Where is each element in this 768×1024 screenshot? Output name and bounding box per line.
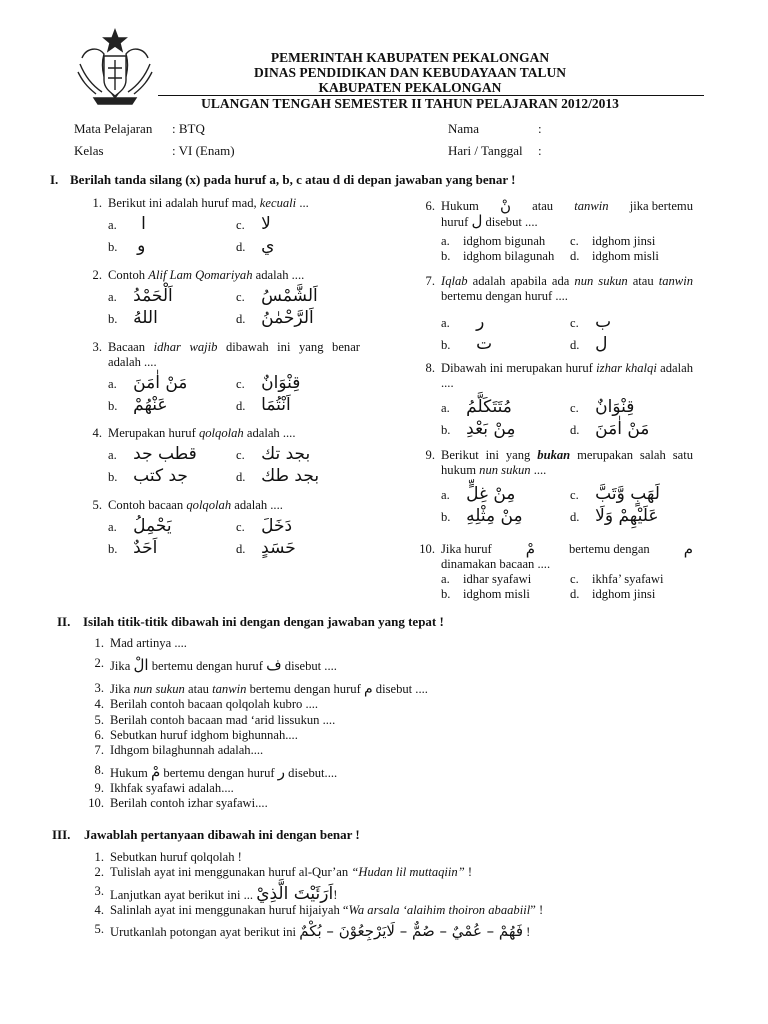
- item-number: 7.: [94, 743, 104, 757]
- header-line-1: PEMERINTAH KABUPATEN PEKALONGAN: [270, 50, 550, 65]
- essay-item-1: [94, 850, 242, 865]
- question-text: Berikut ini yang: [441, 448, 538, 462]
- arabic-text: مَنْ اٰمَنَ: [595, 419, 650, 439]
- item-text: !: [526, 925, 531, 939]
- option-6b[interactable]: b. idghom bilagunah: [441, 249, 555, 263]
- option-10d[interactable]: d. idghom jinsi: [570, 587, 656, 601]
- question-emphasis: tanwin: [658, 274, 694, 288]
- option-3b[interactable]: b. عَنْهُمْ: [108, 395, 168, 415]
- regional-emblem-icon: [74, 28, 156, 106]
- question-emphasis: bukan: [537, 448, 571, 462]
- question-number: 1.: [92, 196, 102, 210]
- question-10: [419, 540, 693, 572]
- essay-item-4: [94, 903, 544, 918]
- arabic-text: بجد طك: [261, 466, 320, 486]
- item-text: disebut ....: [284, 659, 337, 673]
- question-text: atau: [532, 199, 554, 213]
- option-8d[interactable]: d. مَنْ اٰمَنَ: [570, 419, 650, 439]
- question-emphasis: tanwin: [574, 199, 609, 213]
- essay-item-2: [94, 865, 473, 880]
- item-number: 2.: [94, 656, 104, 670]
- option-5a[interactable]: a. يَحْمِلُ: [108, 516, 172, 536]
- option-8a[interactable]: a. مُتَتَكَلَّمُ: [441, 397, 512, 417]
- question-2: [92, 268, 378, 283]
- option-7b[interactable]: b. ت: [441, 334, 493, 354]
- item-number: 8.: [94, 763, 104, 777]
- section-2-number: II.: [57, 614, 71, 629]
- question-text: dinamakan bacaan ....: [441, 557, 551, 571]
- question-emphasis: nun sukun: [479, 463, 531, 477]
- item-number: 1.: [94, 636, 104, 650]
- arabic-text: مَنْ اٰمَنَ: [133, 373, 188, 393]
- question-text: ....: [530, 463, 547, 477]
- option-2c[interactable]: c. اَلشَّمْسُ: [236, 286, 318, 306]
- item-text: Idhgom bilaghunnah adalah....: [110, 743, 264, 757]
- option-9d[interactable]: d. عَلَيْهِمْ وَلَا: [570, 506, 659, 526]
- question-emphasis: nun sukun: [574, 274, 628, 288]
- arabic-text: مْ: [150, 763, 161, 781]
- option-1a[interactable]: a. ا: [108, 214, 146, 234]
- option-4a[interactable]: a. قطب جد: [108, 444, 197, 464]
- header-line-2: DINAS PENDIDIKAN DAN KEBUDAYAAN TALUN: [253, 65, 567, 80]
- arabic-text: م: [683, 540, 693, 558]
- item-number: 6.: [94, 728, 104, 742]
- option-4c[interactable]: c. بجد تك: [236, 444, 311, 464]
- arabic-text: ر: [476, 312, 485, 332]
- date-label: Hari / Tanggal: [448, 143, 523, 158]
- item-number: 5.: [94, 713, 104, 727]
- question-text: atau: [627, 274, 659, 288]
- item-number: 4.: [94, 903, 104, 917]
- section-3-heading: [52, 827, 672, 843]
- item-text: Salinlah ayat ini menggunakan huruf hijaiyah “: [110, 903, 349, 917]
- option-6d[interactable]: d. idghom misli: [570, 249, 659, 263]
- option-3d[interactable]: d. اَنْتُمَا: [236, 395, 291, 415]
- arabic-text: فَهُمْ – عُمْيٌ – صُمٌّ – لَايَرْجِعُوْنَ – بُكْمٌ: [299, 922, 523, 940]
- class-value: : VI (Enam): [172, 143, 235, 158]
- option-text: idghom misli: [592, 249, 659, 263]
- question-number: 2.: [92, 268, 102, 282]
- option-7a[interactable]: a. ر: [441, 312, 485, 332]
- option-1b[interactable]: b. و: [108, 236, 146, 256]
- question-emphasis: Iqlab: [441, 274, 468, 288]
- question-number: 3.: [92, 340, 102, 354]
- fill-item-4: [94, 697, 319, 712]
- item-text: ” !: [530, 903, 544, 917]
- name-field[interactable]: :: [538, 121, 542, 136]
- question-text: Jika huruf: [441, 542, 492, 556]
- exam-title: ULANGAN TENGAH SEMESTER II TAHUN PELAJARAN 2012/2013: [201, 96, 619, 111]
- question-text: dibawah ini yang benar adalah ....: [108, 340, 360, 369]
- fill-item-9: [94, 781, 234, 796]
- question-9: [425, 448, 693, 478]
- arabic-text: م: [363, 681, 373, 697]
- question-6: [425, 197, 693, 230]
- item-text: Sebutkan huruf idghom bighunnah....: [110, 728, 298, 742]
- arabic-text: مُتَتَكَلَّمُ: [466, 397, 512, 417]
- item-text: Ikhfak syafawi adalah....: [110, 781, 234, 795]
- item-text: !: [464, 865, 473, 879]
- option-3c[interactable]: c. قِنْوَانٌ: [236, 373, 301, 393]
- option-2b[interactable]: b. اللهُ: [108, 308, 158, 328]
- arabic-text: ر: [277, 763, 286, 781]
- arabic-text: الْ: [133, 656, 149, 674]
- question-number: 8.: [425, 361, 435, 375]
- question-emphasis: Alif Lam Qomariyah: [148, 268, 253, 282]
- arabic-text: قطب جد: [133, 444, 197, 464]
- section-3-instruction: Jawablah pertanyaan dibawah ini dengan benar !: [84, 827, 360, 842]
- option-2a[interactable]: a. اَلْحَمْدُ: [108, 286, 173, 306]
- arabic-text: مِنْ مِثْلِهِ: [466, 506, 523, 526]
- item-text: Lanjutkan ayat berikut ini ...: [110, 888, 254, 902]
- item-text: atau: [184, 682, 213, 696]
- question-emphasis: idhar wajib: [153, 340, 218, 354]
- arabic-text: جد كتب: [133, 466, 188, 486]
- arabic-text: ت: [476, 334, 493, 354]
- option-text: idghom bigunah: [463, 234, 546, 248]
- option-text: idghom misli: [463, 587, 530, 601]
- arabic-text: حَسَدٍ: [261, 538, 296, 558]
- question-emphasis: qolqolah: [186, 498, 232, 512]
- option-10b[interactable]: b. idghom misli: [441, 587, 530, 601]
- item-text: bertemu dengan huruf: [163, 766, 275, 780]
- option-text: idghom jinsi: [592, 234, 656, 248]
- option-4d[interactable]: d. بجد طك: [236, 466, 320, 486]
- question-emphasis: izhar khalqi: [596, 361, 657, 375]
- question-8: [425, 361, 693, 391]
- item-number: 4.: [94, 697, 104, 711]
- class-label: Kelas: [74, 143, 104, 158]
- option-6c[interactable]: c. idghom jinsi: [570, 234, 656, 248]
- arabic-text: قِنْوَانٌ: [595, 397, 635, 417]
- item-text: Jika: [110, 659, 131, 673]
- header-line-3: KABUPATEN PEKALONGAN: [318, 80, 502, 95]
- arabic-text: مْ: [525, 540, 535, 558]
- question-text: adalah ....: [243, 426, 296, 440]
- item-number: 9.: [94, 781, 104, 795]
- option-10a[interactable]: a. idhar syafawi: [441, 572, 532, 586]
- option-9a[interactable]: a. مِنْ غِلٍّ: [441, 484, 516, 504]
- arabic-text: اَلشَّمْسُ: [261, 286, 318, 306]
- question-7: [425, 274, 694, 304]
- essay-item-5: [94, 922, 531, 940]
- item-text: bertemu dengan huruf: [246, 682, 361, 696]
- arabic-text: اَحَدٌ: [133, 538, 158, 558]
- question-number: 7.: [425, 274, 435, 288]
- arabic-text: و: [137, 236, 146, 256]
- item-text: Tulislah ayat ini menggunakan huruf al-Qur’an: [110, 865, 352, 879]
- question-text: Contoh bacaan: [108, 498, 187, 512]
- section-1-number: I.: [50, 172, 59, 187]
- fill-item-3: [94, 681, 428, 697]
- item-text: Berilah contoh izhar syafawi....: [110, 796, 268, 810]
- question-text: adalah ....: [441, 361, 693, 390]
- question-text: adalah ....: [252, 268, 305, 282]
- question-number: 9.: [425, 448, 435, 462]
- question-text: Merupakan huruf: [108, 426, 199, 440]
- item-text: Hukum: [110, 766, 148, 780]
- arabic-text: اَلرَّحْمٰنُ: [261, 308, 314, 328]
- arabic-text: يَحْمِلُ: [133, 516, 172, 536]
- question-text: adalah ....: [231, 498, 283, 512]
- question-number: 5.: [92, 498, 102, 512]
- option-3a[interactable]: a. مَنْ اٰمَنَ: [108, 373, 188, 393]
- item-text: Urutkanlah potongan ayat berikut ini: [110, 925, 297, 939]
- item-number: 10.: [88, 796, 104, 810]
- question-number: 4.: [92, 426, 102, 440]
- fill-item-1: [94, 636, 187, 651]
- option-7d[interactable]: d. ل: [570, 334, 608, 354]
- question-5: [92, 498, 378, 513]
- option-6a[interactable]: a. idghom bigunah: [441, 234, 546, 248]
- question-text: bertemu dengan huruf ....: [441, 289, 568, 303]
- item-text: Mad artinya ....: [110, 636, 187, 650]
- option-1c[interactable]: c. لا: [236, 214, 271, 234]
- question-text: adalah apabila ada: [467, 274, 575, 288]
- option-8c[interactable]: c. قِنْوَانٌ: [570, 397, 635, 417]
- item-number: 3.: [94, 884, 104, 898]
- question-number: 10.: [419, 542, 435, 556]
- name-label: Nama: [448, 121, 480, 136]
- option-5c[interactable]: c. دَخَلَ: [236, 516, 293, 536]
- arabic-text: اَنْتُمَا: [261, 395, 291, 415]
- arabic-text: ب: [595, 312, 612, 332]
- fill-item-5: [94, 713, 336, 728]
- item-text: Berilah contoh bacaan mad ‘arid lissukun ....: [110, 713, 336, 727]
- arabic-text: اَرَئَيْتَ الَّذِيْ: [256, 884, 334, 904]
- option-5b[interactable]: b. اَحَدٌ: [108, 538, 158, 558]
- subject-value: : BTQ: [172, 121, 205, 136]
- question-text: ...: [296, 196, 309, 210]
- question-text: merupakan salah satu hukum: [441, 448, 693, 477]
- fill-item-7: [94, 743, 264, 758]
- essay-item-3: [94, 884, 338, 904]
- arabic-text: مِنْ بَعْدِ: [466, 419, 516, 439]
- arabic-text: دَخَلَ: [261, 516, 293, 536]
- arabic-text: مِنْ غِلٍّ: [466, 484, 516, 504]
- arabic-text: ي: [261, 236, 275, 256]
- option-text: ikhfa’ syafawi: [592, 572, 664, 586]
- question-text: Hukum: [441, 199, 479, 213]
- fill-item-2: [94, 656, 337, 674]
- arabic-text: لَهَبٍ وَّتَبَّ: [595, 484, 660, 504]
- option-9b[interactable]: b. مِنْ مِثْلِهِ: [441, 506, 523, 526]
- arabic-text: لا: [261, 214, 271, 234]
- item-text: bertemu dengan huruf: [151, 659, 263, 673]
- question-emphasis: kecuali: [259, 196, 297, 210]
- option-text: idhar syafawi: [463, 572, 532, 586]
- item-emphasis: tanwin: [212, 682, 247, 696]
- arabic-text: ل: [471, 212, 483, 230]
- arabic-text: عَنْهُمْ: [133, 395, 168, 415]
- question-text: Berikut ini adalah huruf mad,: [108, 196, 260, 210]
- question-text: disebut ....: [485, 215, 538, 229]
- option-text: idghom jinsi: [592, 587, 656, 601]
- question-text: bertemu dengan: [568, 542, 650, 556]
- question-text: Dibawah ini merupakan huruf: [441, 361, 597, 375]
- date-field[interactable]: :: [538, 143, 542, 158]
- option-7c[interactable]: c. ب: [570, 312, 612, 332]
- question-4: [92, 426, 378, 441]
- subject-label: Mata Pelajaran: [74, 121, 153, 136]
- section-1-heading: [50, 172, 690, 188]
- option-9c[interactable]: c. لَهَبٍ وَّتَبَّ: [570, 484, 660, 504]
- section-2-instruction: Isilah titik-titik dibawah ini dengan dengan jawaban yang tepat !: [83, 614, 444, 629]
- item-emphasis: “Hudan lil muttaqiin”: [351, 865, 465, 879]
- item-emphasis: Wa arsala ‘alaihim thoiron abaabiil: [348, 903, 531, 917]
- question-text: Contoh: [108, 268, 149, 282]
- item-number: 2.: [94, 865, 104, 879]
- question-text: huruf: [441, 215, 469, 229]
- option-5d[interactable]: d. حَسَدٍ: [236, 538, 296, 558]
- fill-item-6: [94, 728, 298, 743]
- item-text: Berilah contoh bacaan qolqolah kubro ....: [110, 697, 319, 711]
- option-1d[interactable]: d. ي: [236, 236, 275, 256]
- item-text: disebut....: [288, 766, 338, 780]
- item-text: Jika: [110, 682, 134, 696]
- item-number: 1.: [94, 850, 104, 864]
- item-emphasis: nun sukun: [133, 682, 185, 696]
- option-8b[interactable]: b. مِنْ بَعْدِ: [441, 419, 516, 439]
- arabic-text: عَلَيْهِمْ وَلَا: [595, 506, 659, 526]
- option-2d[interactable]: d. اَلرَّحْمٰنُ: [236, 308, 314, 328]
- section-2-heading: [57, 614, 677, 630]
- arabic-text: اَلْحَمْدُ: [133, 286, 173, 306]
- option-10c[interactable]: c. ikhfa’ syafawi: [570, 572, 664, 586]
- question-1: [92, 196, 378, 211]
- arabic-text: ف: [266, 656, 282, 674]
- option-4b[interactable]: b. جد كتب: [108, 466, 188, 486]
- item-number: 5.: [94, 922, 104, 936]
- item-text: Sebutkan huruf qolqolah !: [110, 850, 242, 864]
- section-3-number: III.: [52, 827, 71, 842]
- question-3: [92, 340, 360, 370]
- arabic-text: ا: [141, 214, 146, 234]
- arabic-text: قِنْوَانٌ: [261, 373, 301, 393]
- fill-item-10: [88, 796, 268, 811]
- arabic-text: اللهُ: [133, 308, 158, 328]
- question-text: Bacaan: [108, 340, 154, 354]
- item-text: disebut ....: [375, 682, 428, 696]
- question-number: 6.: [425, 199, 435, 213]
- arabic-text: نْ: [499, 197, 511, 215]
- item-text: !: [333, 888, 338, 902]
- item-number: 3.: [94, 681, 104, 695]
- arabic-text: ل: [595, 334, 608, 354]
- fill-item-8: [94, 763, 338, 781]
- section-1-instruction: Berilah tanda silang (x) pada huruf a, b, c atau d di depan jawaban yang benar !: [70, 172, 516, 187]
- question-text: jika bertemu: [629, 199, 693, 213]
- arabic-text: بجد تك: [261, 444, 311, 464]
- question-emphasis: qolqolah: [198, 426, 244, 440]
- option-text: idghom bilagunah: [463, 249, 555, 263]
